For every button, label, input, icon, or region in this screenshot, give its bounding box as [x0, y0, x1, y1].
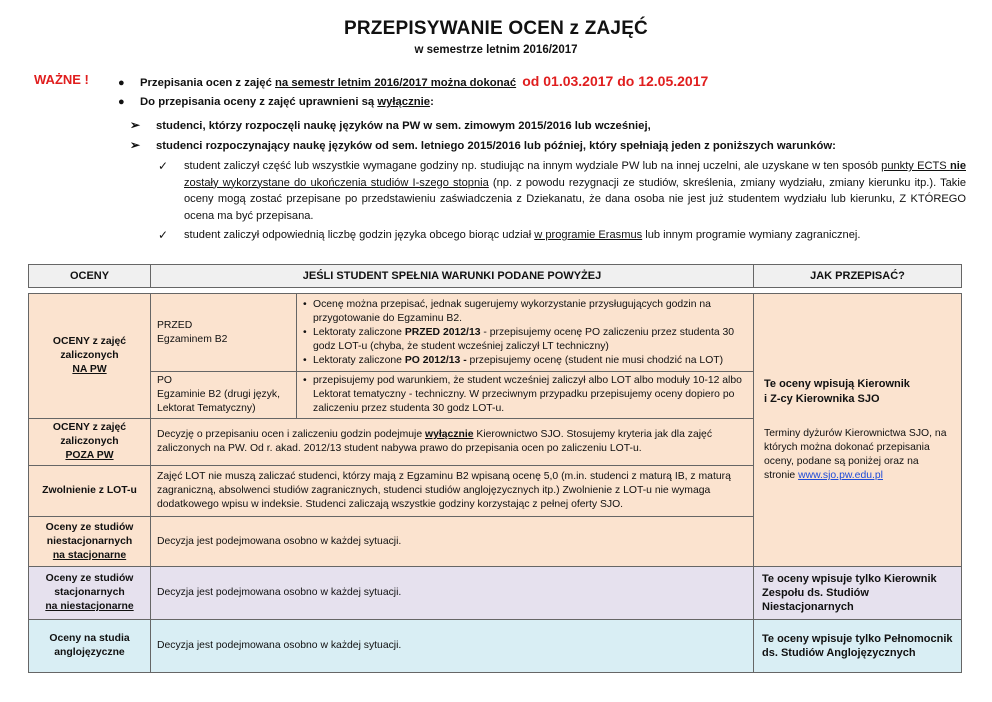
bullet-dates: ● Przepisania ocen z zajęć na semestr letnim 2016/2017 można dokonać od 01.03.2017 do 12.05.2017 [118, 73, 709, 89]
checkmark-icon: ✓ [158, 228, 169, 242]
table-row [29, 294, 962, 372]
row-head-pw: OCENY z zajęć zaliczonych NA PW [29, 294, 151, 419]
how-sjo: Te oceny wpisują Kierownik i Z-cy Kierownika SJO Terminy dyżurów Kierownictwa SJO, na których można dokonać przepisania oceny, podane są poniżej oraz na stronie www.sjo.pw.edu.pl [754, 294, 962, 567]
bullet-eligibility: ● Do przepisania oceny z zajęć uprawnieni są wyłącznie: [118, 96, 434, 108]
check-item-1: ✓ student zaliczył część lub wszystkie wymagane godziny np. studiując na innym wydziale PW lub na innej uczelni, ale uzyskane w ten sposób punkty ECTS nie zostały wykorzystane do ukończenia studiów I-szego stopnia (np. z powodu rezygnacji ze studiów, skreślenia, zmiany wydziału, zmiany kierunku itp.). Takie oceny mogą zostać przepisane po przedstawieniu zaświadczenia z Dziekanatu, że dana osoba nie jest już studentem wydziału lub kierunku, Z KTÓREGO ocena ma być przepisana. [158, 158, 966, 224]
sjo-link[interactable]: www.sjo.pw.edu.pl [798, 470, 883, 481]
arrow-icon: ➢ [130, 138, 141, 152]
arrow-icon: ➢ [130, 118, 141, 132]
row-head-zwolnienie: Zwolnienie z LOT-u [29, 466, 151, 517]
important-label: WAŻNE ! [34, 72, 89, 87]
bullet-icon: ● [118, 77, 125, 89]
arrow-item-2: ➢ studenci rozpoczynający naukę języków od sem. letniego 2015/2016 lub później, który spełniają jeden z poniższych warunków: [130, 138, 836, 152]
row-head-niestac: Oceny ze studiów niestacjonarnych na stacjonarne [29, 517, 151, 567]
how-ang: Te oceny wpisuje tylko Pełnomocnik ds. Studiów Anglojęzycznych [754, 620, 962, 673]
header-how: JAK PRZEPISAĆ? [754, 265, 962, 288]
zwolnienie-rules: Zajęć LOT nie muszą zaliczać studenci, którzy mają z Egzaminu B2 wpisaną ocenę 5,0 (m.in. studenci z maturą IB, z maturą zagraniczną, absolwenci studiów zagranicznych, studenci studiów anglojęzycznych itp.) Zwolnienie z LOT-u nie wymaga dodatkowego wpisu w indeksie. Studenci zaliczają wszystkie godziny korzystając z pełnej oferty SJO. [151, 466, 754, 517]
page-title: PRZEPISYWANIE OCEN z ZAJĘĆ [344, 18, 648, 39]
rules-table [28, 293, 962, 673]
row-head-ang: Oceny na studia anglojęzyczne [29, 620, 151, 673]
header-conditions: JEŚLI STUDENT SPEŁNIA WARUNKI PODANE POWYŻEJ [151, 265, 754, 288]
how-stac: Te oceny wpisuje tylko Kierownik Zespołu ds. Studiów Niestacjonarnych [754, 567, 962, 620]
po-label: PO Egzaminie B2 (drugi język, Lektorat Tematyczny) [151, 372, 297, 419]
page-subtitle: w semestrze letnim 2016/2017 [414, 44, 578, 56]
przed-rules: • Ocenę można przepisać, jednak sugerujemy wykorzystanie przysługujących godzin na przygotowanie do Egzaminu B2. • Lektoraty zaliczone PRZED 2012/13 - przepisujemy ocenę PO zaliczeniu przez studenta 30 godz LOT-u (chyba, że student wcześniej zaliczył LT techniczny) • Lektoraty zaliczone PO 2012/13 - przepisujemy ocenę (student nie musi chodzić na LOT) [297, 294, 754, 372]
date-range: od 01.03.2017 do 12.05.2017 [522, 73, 709, 89]
row-head-poza: OCENY z zajęć zaliczonych POZA PW [29, 419, 151, 466]
po-rules: • przepisujemy pod warunkiem, że student wcześniej zaliczył albo LOT albo moduły 10-12 albo Lektorat tematyczny - techniczny. W przeciwnym przypadku przepisujemy oceny dopiero po zaliczeniu przez studenta 30 godz LOT-u. [297, 372, 754, 419]
checkmark-icon: ✓ [158, 159, 169, 173]
niestac-rules: Decyzja jest podejmowana osobno w każdej sytuacji. [151, 517, 754, 567]
arrow-item-1: ➢ studenci, którzy rozpoczęli naukę języków na PW w sem. zimowym 2015/2016 lub wcześniej, [130, 118, 651, 132]
table-header [28, 264, 962, 288]
stac-rules: Decyzja jest podejmowana osobno w każdej sytuacji. [151, 567, 754, 620]
bullet-icon: ● [118, 96, 125, 108]
header-oceny: OCENY [29, 265, 151, 288]
table-row [29, 567, 962, 620]
table-row [29, 620, 962, 673]
ang-rules: Decyzja jest podejmowana osobno w każdej sytuacji. [151, 620, 754, 673]
row-head-stac: Oceny ze studiów stacjonarnych na niestacjonarne [29, 567, 151, 620]
check-item-2: ✓ student zaliczył odpowiednią liczbę godzin języka obcego biorąc udział w programie Erasmus lub innym programie wymiany zagranicznej. [158, 228, 861, 242]
przed-label: PRZED Egzaminem B2 [151, 294, 297, 372]
poza-rules: Decyzję o przepisaniu ocen i zaliczeniu godzin podejmuje wyłącznie Kierownictwo SJO. Stosujemy kryteria jak dla zajęć zaliczonych na PW. Od r. akad. 2012/13 student nabywa prawo do przepisania ocen po zaliczeniu LOT-u. [151, 419, 754, 466]
